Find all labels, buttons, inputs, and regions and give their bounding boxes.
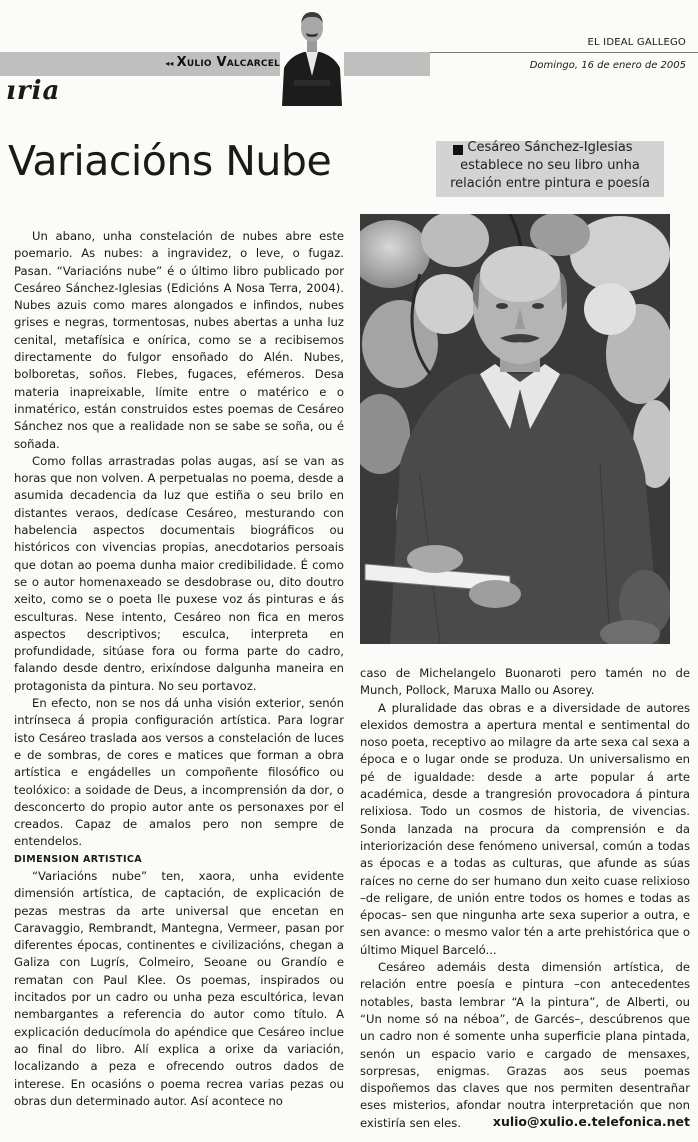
article-title: Variacións Nube (8, 137, 332, 185)
header-rule (430, 52, 698, 53)
publication-date: Domingo, 16 de enero de 2005 (529, 60, 686, 71)
section-subhead: DIMENSION ARTISTICA (14, 853, 143, 865)
paragraph: A pluralidade das obras e a diversidade de autores elexidos demostra a apertura mental e sentimental do noso poeta, receptivo ao milagre da arte sexa cal sexa a época e o lugar onde se produza. Un universalismo en pé de igualdade: desde a arte popular á arte académica, desde a trangresión provocadora á pintura relixiosa. Todo un cosmos de historia, de vivencias. Sonda lanzada na procura da comprensión e da interiorización dese fenómeno universal, común a todas as épocas e a todas as culturas, que afunde as súas raíces no cerne do ser humano dun xeito cuase relixioso –de religare, de unión entre todos os homes e todas as épocas– sen que ningunha arte sexa superior a outra, e sen avance: o mesmo valor tén a arte prehistórica que o último Miquel Barceló... (360, 700, 690, 957)
byline-marker-icon: ◂◂ (165, 59, 174, 68)
paragraph: Cesáreo ademáis desta dimensión artística, de relación entre poesía e pintura –con antecedentes notables, basta lembrar “A la pintura”, de Alberti, ou “Un nome só na néboa”, de Garcés–, descúbrenos que un cadro non é somente unha superficie plana pintada, senón un espacio vario e cargado de mensaxes, sorpresas, enigmas. Grazas aos seus poemas dispoñemos das claves que nos permiten desentrañar eses misterios, afondar noutra interpretación que non existiría sen eles. (360, 960, 690, 1130)
paragraph: “Variacións nube” ten, xaora, unha evidente dimensión artística, de captación, de explicación de pezas mestras da arte universal que encetan en Caravaggio, Rembrandt, Mantegna, Vermeer, pasan por diferentes épocas, continentes e civilizacións, chegan a Galiza con Lugrís, Colmeiro, Seoane ou Grandío e rematan con Paul Klee. Os poemas, inspirados ou incitados por un cadro ou unha peza escultórica, levan nembargantes a referencia do autor como título. A explicación deducímola do apéndice que Cesáreo inclue ao final do libro. Alí explica a orixe da variación, localizando a peza e ofrecendo outros dados de interese. En ocasións o poema recrea varias pezas ou obras dun determinado autor. Así acontece no (14, 868, 344, 1108)
portrait-photo (360, 214, 670, 644)
article-body-right (360, 665, 690, 1132)
author-byline (165, 55, 280, 70)
author-email: xulio@xulio.e.telefonica.net (492, 1114, 690, 1129)
paragraph-continued: caso de Michelangelo Buonaroti pero tamén no de Munch, Pollock, Maruxa Mallo ou Asorey. (360, 666, 690, 698)
article-body-left (14, 228, 344, 1110)
byline-text: Xulio Valcarcel (176, 55, 280, 70)
paragraph: En efecto, non se nos dá unha visión exterior, senón intrínseca á propia configuración artística. Para lograr isto Cesáreo traslada aos versos a constelación de luces e de sombras, de cores e matices que forman a obra artística e engádelles un compoñente filosófico ou teolóxico: a soidade de Deus, a incomprensión da dor, o desconcerto do propio autor ante os personaxes por el creados. Capaz de amalos pero non sempre de entendelos. (14, 696, 344, 849)
paragraph: Como follas arrastradas polas augas, así se van as horas que non volven. A perpetualas no poema, desde a asumida decadencia da luz que estiña o seu brilo en distantes veraos, dedícase Cesáreo, mesturando con habelencia aspectos documentais biográficos ou históricos con vivencias propias, anecdotarios persoais que dotan ao poema dunha maior credibilidade. É como se o autor homenaxeado se desdobrase ou, dito doutro xeito, como se o poeta lle puxese voz ás pinturas e ás esculturas. Nese intento, Cesáreo non fica en meros aspectos descriptivos; esculca, interpreta en profundidade, sitúase fora ou forma parte do cadro, falando desde dentro, erixíndose dalgunha maneira en protagonista da pintura. No seu portavoz. (14, 453, 344, 693)
author-portrait-image (280, 6, 344, 106)
section-tag: ıria (6, 76, 61, 106)
paragraph: Un abano, unha constelación de nubes abre este poemario. As nubes: a ingravidez, o leve, o fugaz. Pasan. “Variacións nube” é o último libro publicado por Cesáreo Sánchez-Iglesias (Edicións A Nosa Terra, 2004). Nubes azuis como mares alongados e infindos, nubes grises e negras, tormentosas, nubes abertas a unha luz cenital, metafísica e onírica, como se a recibisemos directamente do fulgor ensoñado do Alén. Nubes, bolboretas, soños. Flebes, fugaces, efémeros. Desa materia inapreixable, límite entre o matérico e o inmatérico, están construidos estes poemas de Cesáreo Sánchez nos que a realidade non se sabe se soña, ou é soñada. (14, 229, 344, 451)
article-subtitle: Cesáreo Sánchez-Iglesias establece no seu libro unha relación entre pintura e poesía (450, 140, 650, 191)
newspaper-name: EL IDEAL GALLEGO (587, 37, 686, 48)
